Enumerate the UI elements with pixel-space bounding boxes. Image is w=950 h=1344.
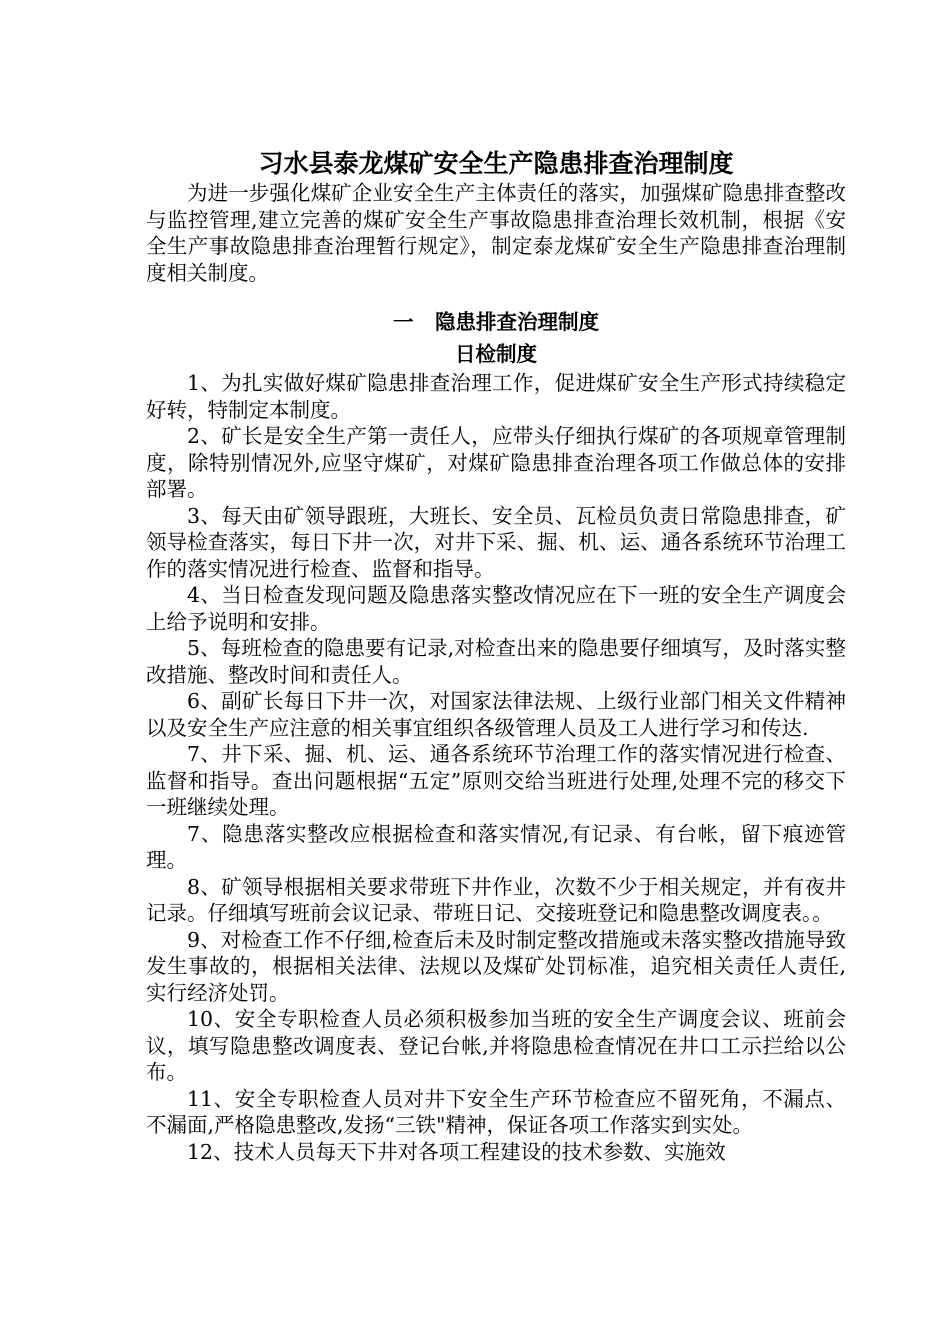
rule-paragraph-5: 5、每班检查的隐患要有记录,对检查出来的隐患要仔细填写，及时落实整改措施、整改时间和责任人。 [146, 636, 846, 687]
intro-paragraph: 为进一步强化煤矿企业安全生产主体责任的落实，加强煤矿隐患排查整改与监控管理,建立完善的煤矿安全生产事故隐患排查治理长效机制，根据《安全生产事故隐患排查治理暂行规定》，制定泰龙煤矿安全生产隐患排查治理制度相关制度。 [146, 181, 846, 285]
document-body [146, 180, 846, 1165]
rule-paragraph-10: 10、安全专职检查人员必须积极参加当班的安全生产调度会议、班前会议，填写隐患整改调度表、登记台帐,并将隐患检查情况在井口工示拦给以公布。 [146, 1007, 846, 1084]
subsection-heading: 日检制度 [455, 342, 537, 366]
rule-paragraph-3: 3、每天由矿领导跟班，大班长、安全员、瓦检员负责日常隐患排查，矿领导检查落实，每日下井一次，对井下采、掘、机、运、通各系统环节治理工作的落实情况进行检查、监督和指导。 [146, 503, 846, 581]
rule-paragraph-9: 9、对检查工作不仔细,检查后未及时制定整改措施或未落实整改措施导致发生事故的，根据相关法律、法规以及煤矿处罚标准，追究相关责任人责任,实行经济处罚。 [146, 927, 846, 1005]
rule-paragraph-6: 6、副矿长每日下井一次，对国家法律法规、上级行业部门相关文件精神以及安全生产应注意的相关事宜组织各级管理人员及工人进行学习和传达. [146, 689, 846, 740]
rule-paragraph-2: 2、矿长是安全生产第一责任人，应带头仔细执行煤矿的各项规章管理制度，除特别情况外,应坚守煤矿，对煤矿隐患排查治理各项工作做总体的安排部署。 [146, 424, 846, 501]
rule-paragraph-11: 11、安全专职检查人员对井下安全生产环节检查应不留死角，不漏点、不漏面,严格隐患整改,发扬“三铁"精神，保证各项工作落实到实处。 [146, 1086, 846, 1137]
rule-paragraph-8: 8、矿领导根据相关要求带班下井作业，次数不少于相关规定，并有夜井记录。仔细填写班前会议记录、带班日记、交接班登记和隐患整改调度表。。 [146, 874, 846, 925]
rule-paragraph-4: 4、当日检查发现问题及隐患落实整改情况应在下一班的安全生产调度会上给予说明和安排。 [146, 583, 846, 634]
rule-paragraph-7a: 7、井下采、掘、机、运、通各系统环节治理工作的落实情况进行检查、监督和指导。查出问题根据“五定”原则交给当班进行处理,处理不完的移交下一班继续处理。 [146, 742, 846, 819]
section-heading: 一 隐患排查治理制度 [393, 310, 599, 334]
document-title: 习水县泰龙煤矿安全生产隐患排查治理制度 [258, 149, 734, 178]
rule-paragraph-12: 12、技术人员每天下井对各项工程建设的技术参数、实施效 [187, 1139, 726, 1164]
rule-paragraph-7b: 7、隐患落实整改应根据检查和落实情况,有记录、有台帐，留下痕迹管理。 [146, 821, 846, 872]
rule-paragraph-1: 1、为扎实做好煤矿隐患排查治理工作，促进煤矿安全生产形式持续稳定好转，特制定本制度。 [146, 371, 846, 422]
